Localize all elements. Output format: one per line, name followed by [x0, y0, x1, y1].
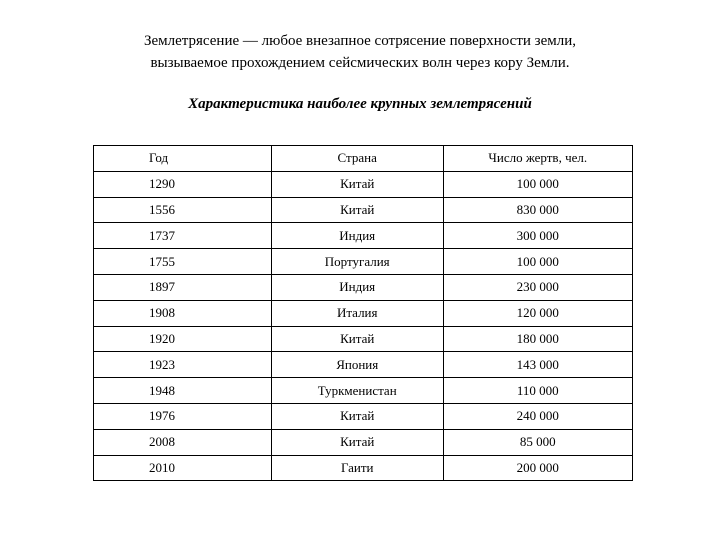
- earthquakes-table: [93, 145, 633, 481]
- table-heading: Характеристика наиболее крупных землетрясений: [188, 96, 532, 112]
- table-row: [94, 403, 633, 429]
- table-row: [94, 171, 633, 197]
- cell-country: Туркменистан: [271, 378, 443, 404]
- table-row: [94, 352, 633, 378]
- cell-country: Китай: [271, 326, 443, 352]
- header-victims: Число жертв, чел.: [443, 146, 632, 172]
- cell-year: 1897: [94, 274, 272, 300]
- table-header-row: [94, 146, 633, 172]
- intro-line-1: Землетрясение — любое внезапное сотрясение поверхности земли,: [143, 33, 577, 49]
- table-row: [94, 274, 633, 300]
- cell-year: 1920: [94, 326, 272, 352]
- cell-victims: 143 000: [443, 352, 632, 378]
- cell-victims: 830 000: [443, 197, 632, 223]
- cell-victims: 230 000: [443, 274, 632, 300]
- cell-victims: 85 000: [443, 429, 632, 455]
- cell-country: Италия: [271, 300, 443, 326]
- cell-country: Китай: [271, 197, 443, 223]
- cell-victims: 180 000: [443, 326, 632, 352]
- table-row: [94, 455, 633, 481]
- cell-country: Гаити: [271, 455, 443, 481]
- table-row: [94, 378, 633, 404]
- cell-victims: 100 000: [443, 171, 632, 197]
- table-row: [94, 197, 633, 223]
- cell-year: 1908: [94, 300, 272, 326]
- table-row: [94, 326, 633, 352]
- cell-country: Китай: [271, 171, 443, 197]
- cell-year: 1290: [94, 171, 272, 197]
- cell-year: 2008: [94, 429, 272, 455]
- cell-year: 1737: [94, 223, 272, 249]
- cell-country: Индия: [271, 223, 443, 249]
- intro-line-2: вызываемое прохождением сейсмических волн через кору Земли.: [150, 55, 570, 71]
- header-country: Страна: [271, 146, 443, 172]
- table-row: [94, 223, 633, 249]
- cell-year: 1556: [94, 197, 272, 223]
- cell-year: 1923: [94, 352, 272, 378]
- cell-country: Китай: [271, 403, 443, 429]
- cell-victims: 120 000: [443, 300, 632, 326]
- cell-victims: 110 000: [443, 378, 632, 404]
- cell-country: Япония: [271, 352, 443, 378]
- intro-text: [0, 30, 720, 74]
- cell-year: 1976: [94, 403, 272, 429]
- cell-victims: 300 000: [443, 223, 632, 249]
- table-row: [94, 429, 633, 455]
- cell-year: 1755: [94, 249, 272, 275]
- cell-victims: 200 000: [443, 455, 632, 481]
- cell-year: 1948: [94, 378, 272, 404]
- table-row: [94, 300, 633, 326]
- cell-country: Индия: [271, 274, 443, 300]
- cell-victims: 100 000: [443, 249, 632, 275]
- cell-victims: 240 000: [443, 403, 632, 429]
- table-body: [94, 171, 633, 481]
- cell-country: Китай: [271, 429, 443, 455]
- table-row: [94, 249, 633, 275]
- cell-country: Португалия: [271, 249, 443, 275]
- header-year: Год: [94, 146, 272, 172]
- cell-year: 2010: [94, 455, 272, 481]
